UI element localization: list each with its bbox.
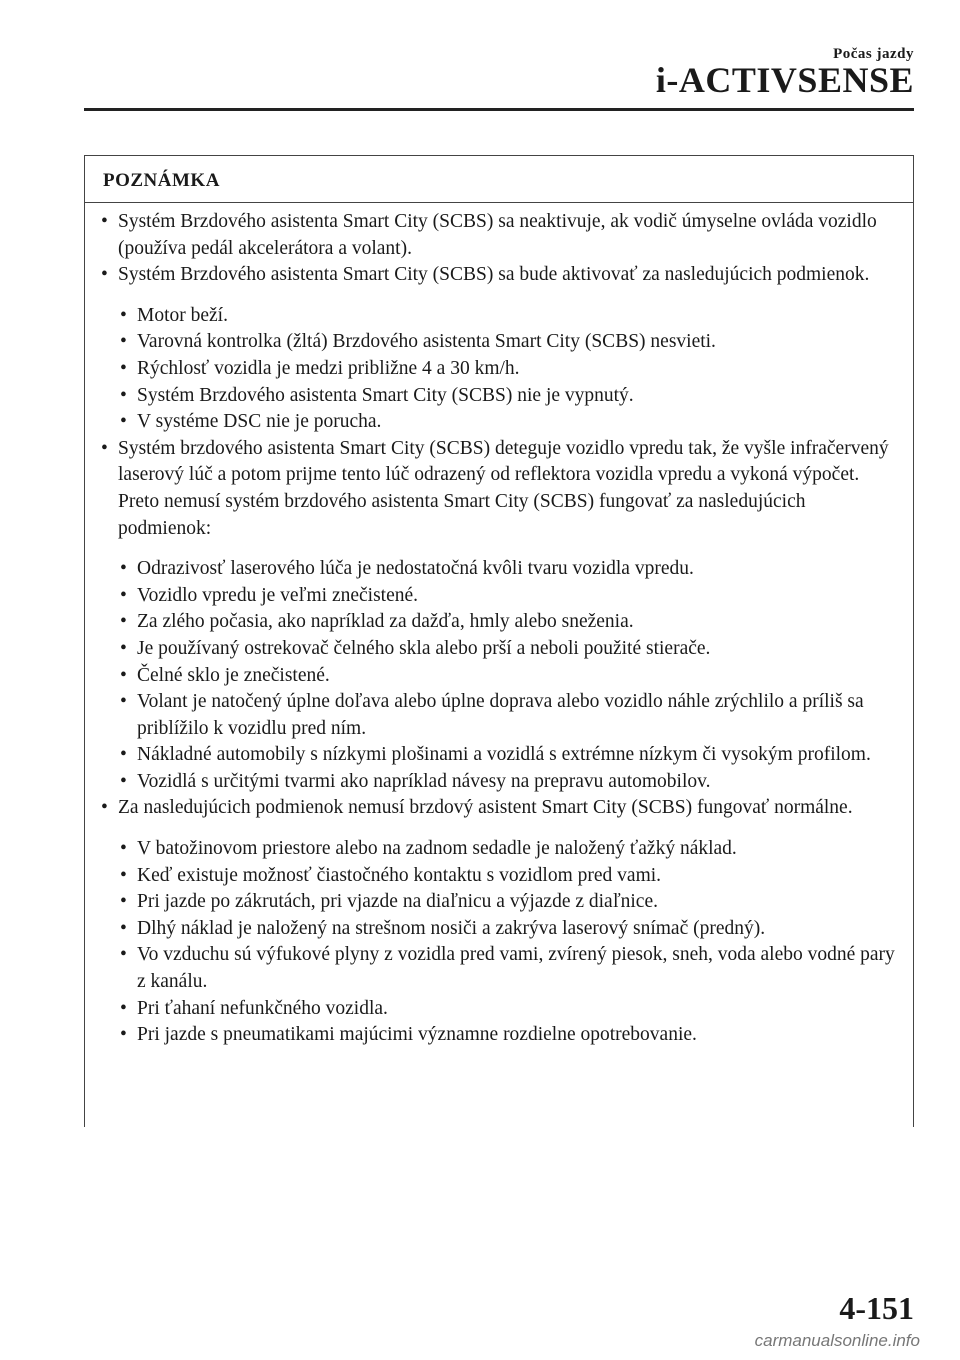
bullet-icon: • [120,770,127,792]
note-subitem [99,303,895,330]
note-subitem-text: Za zlého počasia, ako napríklad za dažďa, hmly alebo sneženia. [137,611,634,633]
note-subitem [99,996,895,1023]
note-subitem [99,1022,895,1049]
bullet-icon: • [120,1024,127,1046]
bullet-icon: • [120,691,127,713]
note-item [99,262,895,289]
note-subitem-text: Rýchlosť vozidla je medzi približne 4 a 30 km/h. [137,357,520,379]
note-subitem-text: Keď existuje možnosť čiastočného kontaktu s vozidlom pred vami. [137,864,662,886]
note-subitem-text: Pri jazde po zákrutách, pri vjazde na diaľnicu a výjazde z diaľnice. [137,891,658,913]
watermark: carmanualsonline.info [754,1331,920,1350]
note-subitem [99,836,895,863]
bullet-icon: • [120,864,127,886]
note-item-text: Za nasledujúcich podmienok nemusí brzdový asistent Smart City (SCBS) fungovať normálne. [118,797,853,819]
note-subitem [99,689,895,742]
bullet-icon: • [101,797,108,819]
bullet-icon: • [120,384,127,406]
note-subitem [99,609,895,636]
bullet-icon: • [120,917,127,939]
note-subitem [99,636,895,663]
bullet-icon: • [120,838,127,860]
note-subitem-text: Nákladné automobily s nízkymi plošinami a vozidlá s extrémne nízkym či vysokým profilom. [137,744,871,766]
note-subitem [99,863,895,890]
bullet-icon: • [120,584,127,606]
note-subitem [99,556,895,583]
bullet-icon: • [120,411,127,433]
note-subitem-text: Pri jazde s pneumatikami majúcimi významne rozdielne opotrebovanie. [137,1024,697,1046]
note-subitem-text: Odrazivosť laserového lúča je nedostatočná kvôli tvaru vozidla vpredu. [137,558,694,580]
bullet-icon: • [120,331,127,353]
note-subitem [99,583,895,610]
note-subitem [99,329,895,356]
bullet-icon: • [120,997,127,1019]
bullet-icon: • [120,558,127,580]
note-subitem-text: Vozidlo vpredu je veľmi znečistené. [137,584,419,606]
note-subitem-text: Pri ťahaní nefunkčného vozidla. [137,997,388,1019]
bullet-icon: • [120,664,127,686]
bullet-icon: • [101,437,108,459]
note-sublist [99,303,895,436]
note-title: POZNÁMKA [85,156,913,203]
bullet-icon: • [101,264,108,286]
note-subitem-text: V systéme DSC nie je porucha. [137,411,382,433]
note-subitem [99,769,895,796]
note-item [99,795,895,822]
note-subitem-text: Vo vzduchu sú výfukové plyny z vozidla pred vami, zvírený piesok, sneh, voda alebo vodné pary z kanálu. [137,944,895,993]
note-subitem [99,942,895,995]
note-subitem-text: Vozidlá s určitými tvarmi ako napríklad návesy na prepravu automobilov. [137,770,711,792]
note-item-text: Systém brzdového asistenta Smart City (SCBS) deteguje vozidlo vpredu tak, že vyšle infračervený laserový lúč a potom prijme tento lúč odrazený od reflektora vozidla vpredu a vykoná výpočet. Preto nemusí systém brzdového asistenta Smart City (SCBS) fungovať za nasledujúcich podmienok: [118,437,889,539]
bullet-icon: • [120,357,127,379]
note-subitem [99,409,895,436]
note-sublist [99,556,895,795]
bullet-icon: • [120,944,127,966]
note-item-text: Systém Brzdového asistenta Smart City (SCBS) sa bude aktivovať za nasledujúcich podmienok. [118,264,870,286]
page-number: 4-151 [839,1290,914,1326]
bullet-icon: • [120,611,127,633]
note-item-text: Systém Brzdového asistenta Smart City (SCBS) sa neaktivuje, ak vodič úmyselne ovláda vozidlo (používa pedál akcelerátora a volant). [118,211,877,259]
note-subitem [99,742,895,769]
note-sublist [99,836,895,1049]
note-subitem-text: V batožinovom priestore alebo na zadnom sedadle je naložený ťažký náklad. [137,838,737,860]
note-box [84,155,914,1127]
note-subitem [99,889,895,916]
bullet-icon: • [120,744,127,766]
section-name: Počas jazdy [833,46,914,62]
chapter-title: i-ACTIVSENSE [655,60,914,100]
note-subitem-text: Je používaný ostrekovač čelného skla alebo prší a neboli použité stierače. [137,637,711,659]
note-item [99,209,895,262]
note-subitem [99,356,895,383]
bullet-icon: • [120,891,127,913]
bullet-icon: • [101,211,108,232]
note-item [99,436,895,542]
note-subitem-text: Varovná kontrolka (žltá) Brzdového asistenta Smart City (SCBS) nesvieti. [137,331,716,353]
note-subitem [99,383,895,410]
note-subitem [99,663,895,690]
note-body [85,203,913,1049]
note-subitem-text: Systém Brzdového asistenta Smart City (SCBS) nie je vypnutý. [137,384,634,406]
bullet-icon: • [120,637,127,659]
note-subitem-text: Dlhý náklad je naložený na strešnom nosiči a zakrýva laserový snímač (predný). [137,917,766,939]
note-subitem-text: Motor beží. [137,304,228,326]
note-subitem-text: Volant je natočený úplne doľava alebo úplne doprava alebo vozidlo náhle zrýchlilo a príliš sa priblížilo k vozidlu pred ním. [137,691,864,739]
header-divider [84,108,914,111]
bullet-icon: • [120,304,127,326]
note-subitem-text: Čelné sklo je znečistené. [137,664,330,686]
note-subitem [99,916,895,943]
